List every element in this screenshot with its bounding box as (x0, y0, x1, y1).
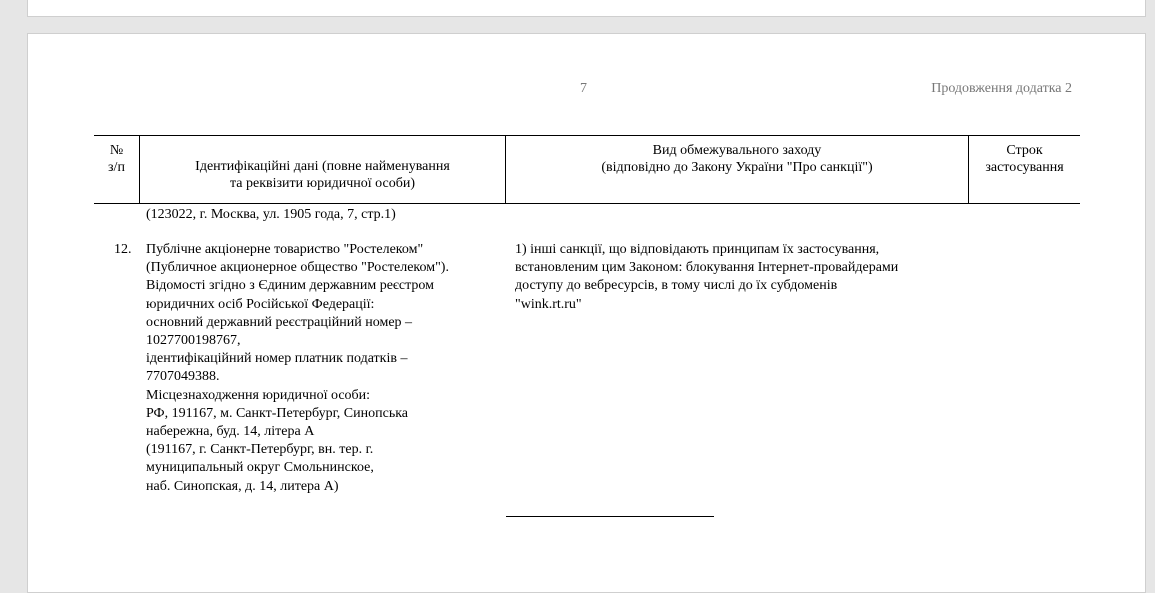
identification-line: (Публичное акционерное общество "Ростелеком"). (146, 260, 449, 276)
identification-line: наб. Синопская, д. 14, литера А) (146, 478, 339, 494)
table-header (94, 135, 1080, 204)
measure-line: 1) інші санкції, що відповідають принципам їх застосування, (515, 242, 880, 257)
identification-line: основний державний реєстраційний номер – (146, 314, 413, 330)
identification-line: Публічне акціонерне товариство "Ростелеком" (146, 242, 424, 257)
identification-line: набережна, буд. 14, літера А (146, 424, 315, 440)
identification-line: (191167, г. Санкт-Петербург, вн. тер. г. (146, 442, 374, 458)
identification-line: Місцезнаходження юридичної особи: (146, 387, 371, 403)
identification-line: ідентифікаційний номер платник податків – (146, 351, 408, 367)
measure-line: "wink.rt.ru" (515, 296, 582, 312)
continued-address: (123022, г. Москва, ул. 1905 года, 7, стр.1) (146, 207, 396, 222)
header-measure-line: Вид обмежувального заходу (652, 143, 822, 158)
previous-page-edge (27, 0, 1146, 17)
header-identification-line: та реквізити юридичної особи) (230, 176, 415, 191)
identification-line: 7707049388. (146, 369, 220, 385)
measure-line: встановленим цим Законом: блокування Інтернет-провайдерами (515, 260, 899, 276)
continuation-label: Продовження додатка 2 (931, 81, 1072, 96)
header-term-line: Строк (1006, 143, 1043, 158)
header-measure-line: (відповідно до Закону України "Про санкції") (601, 160, 873, 175)
identification-line: 1027700198767, (146, 333, 241, 349)
footnote-separator (506, 516, 714, 517)
identification-line: РФ, 191167, м. Санкт-Петербург, Синопська (146, 405, 409, 421)
header-number-line: № (109, 143, 124, 158)
header-term (969, 136, 1080, 203)
sanctions-table (94, 135, 1080, 204)
identification-line: Відомості згідно з Єдиним державним реєстром (146, 278, 435, 294)
page-number: 7 (580, 81, 587, 96)
header-identification (140, 136, 506, 203)
row-number: 12. (114, 242, 132, 257)
header-measure (506, 136, 969, 203)
measure-line: доступу до вебресурсів, в тому числі до їх субдоменів (515, 278, 838, 294)
header-term-line: застосування (985, 160, 1064, 175)
header-identification-line: Ідентифікаційні дані (повне найменування (195, 159, 450, 174)
header-number-line: з/п (108, 160, 125, 175)
measure-cell (515, 241, 965, 314)
identification-line: юридичних осіб Російської Федерації: (146, 296, 375, 312)
header-number (94, 136, 140, 203)
identification-cell (146, 241, 506, 496)
identification-line: муниципальный округ Смольнинское, (146, 460, 374, 476)
